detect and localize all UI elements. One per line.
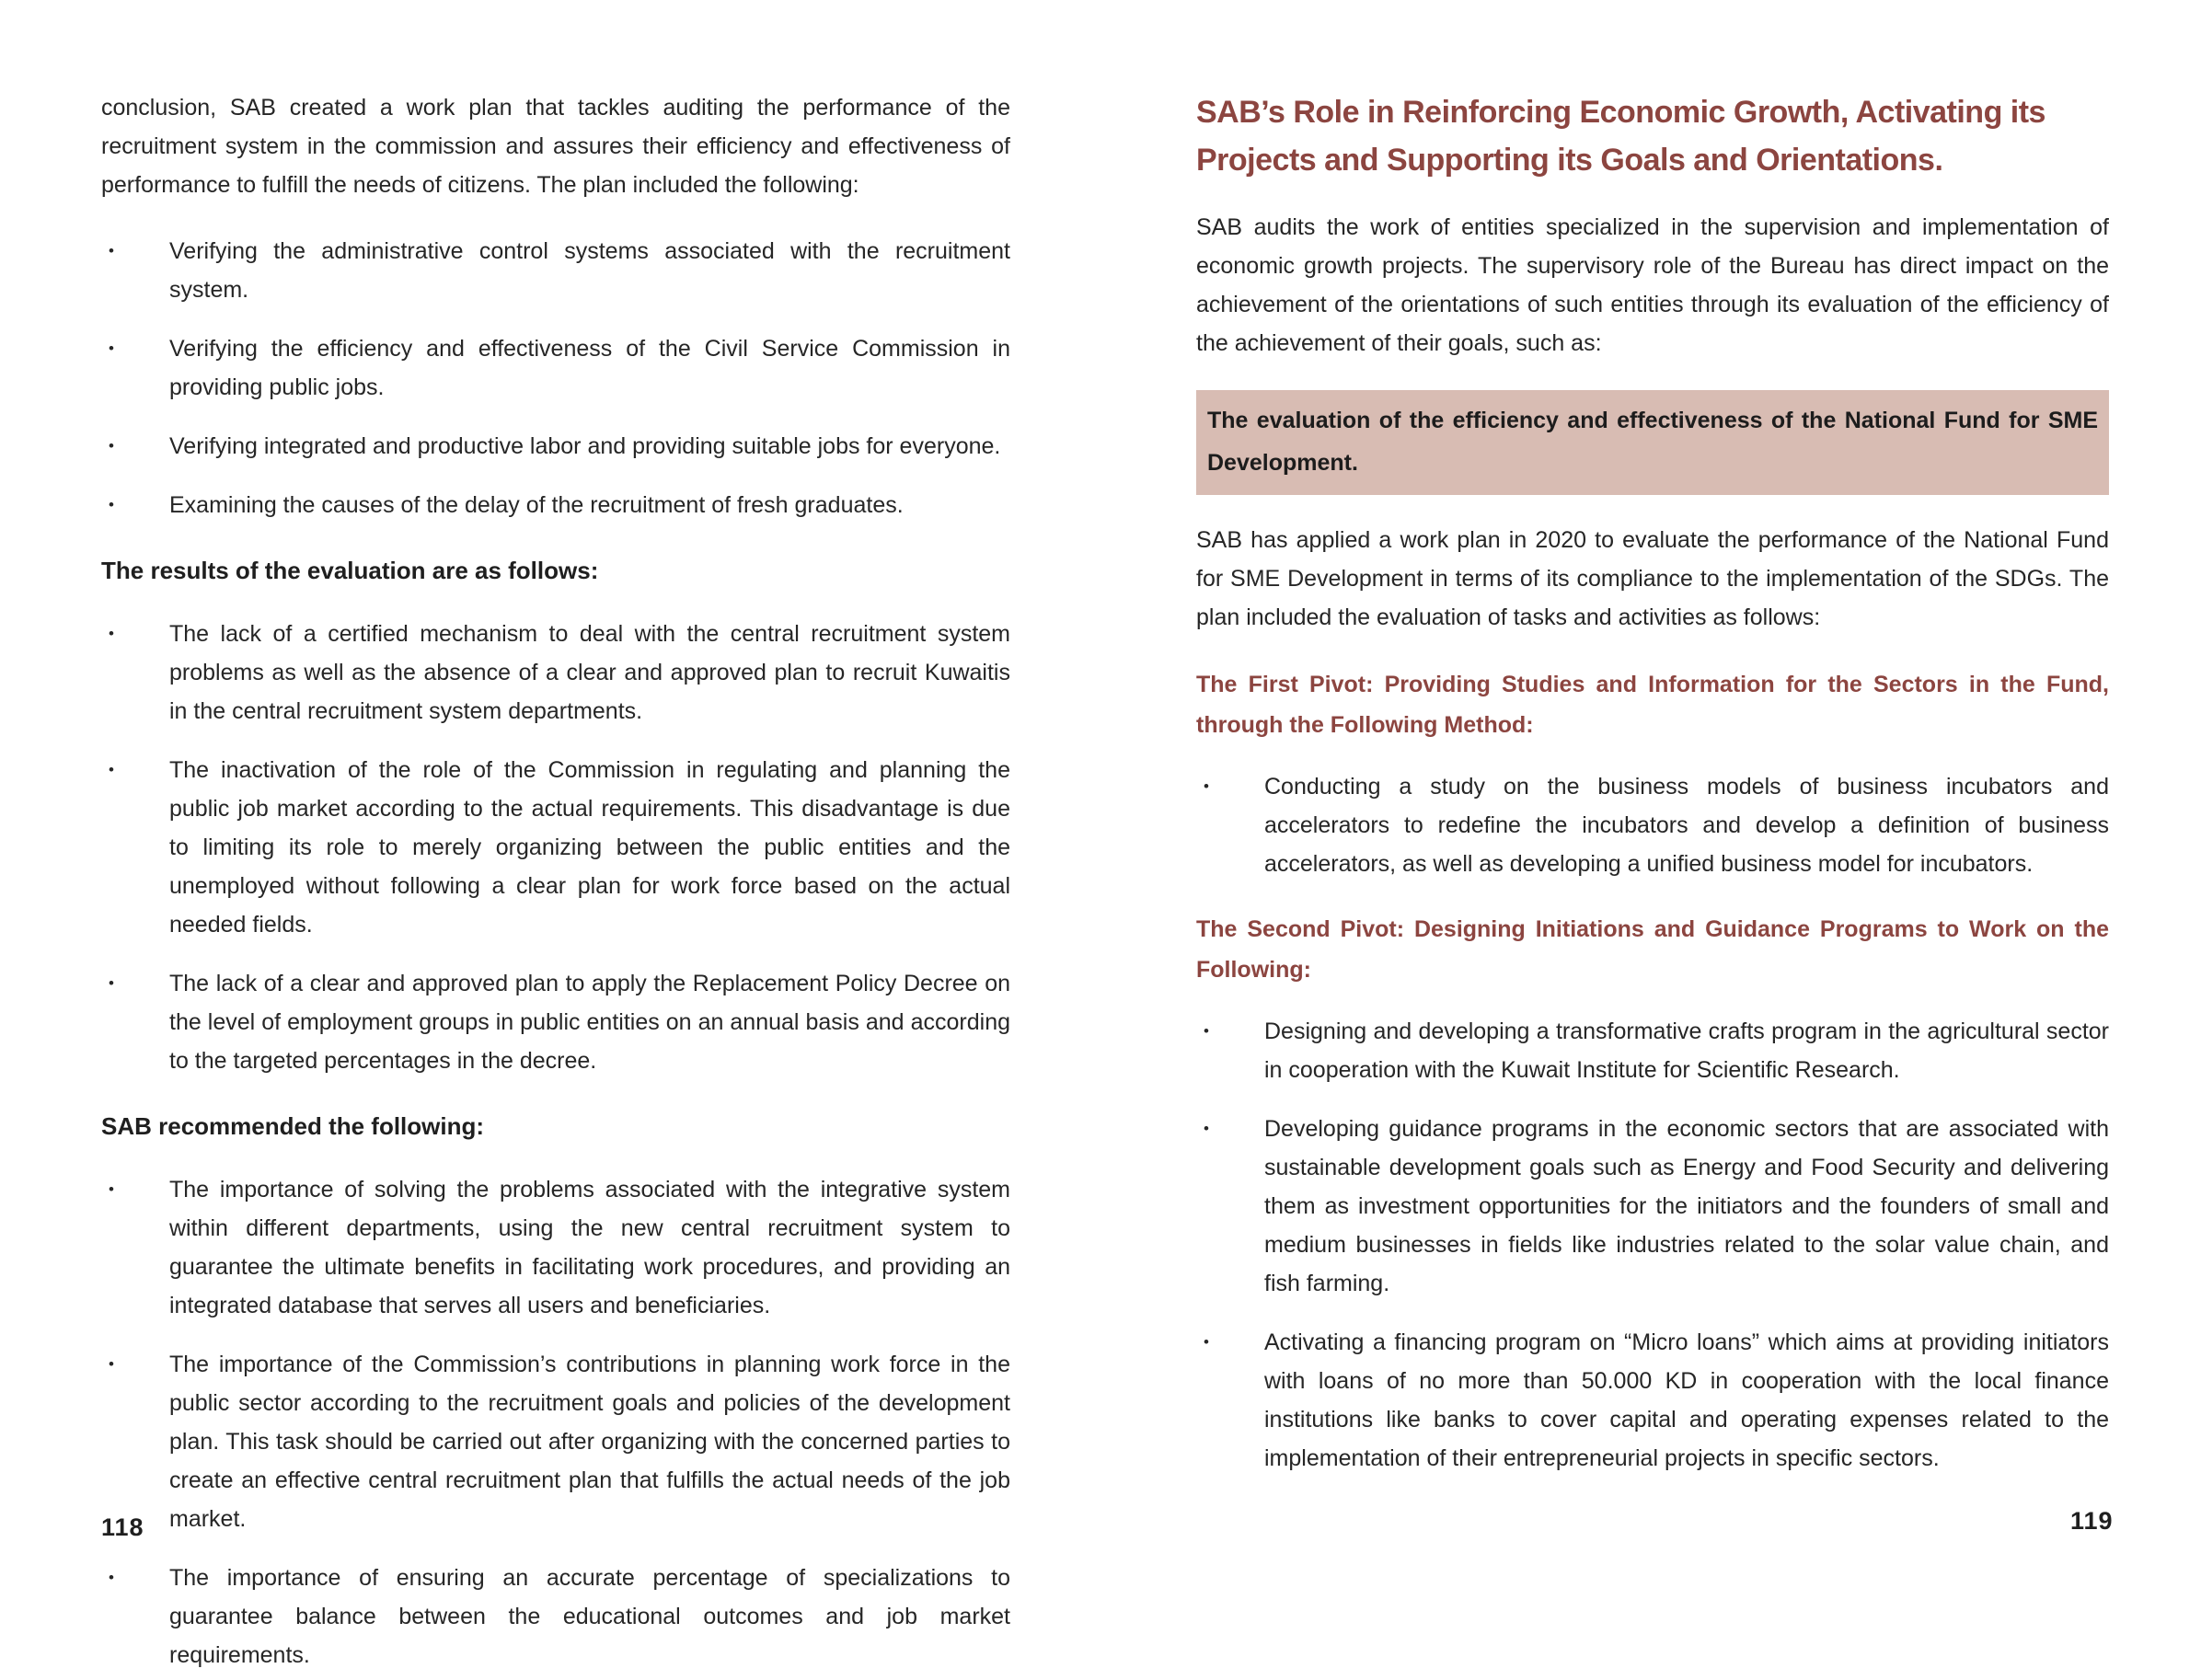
- second-pivot-bullet-list: [1196, 1012, 2109, 1478]
- results-heading: The results of the evaluation are as follows:: [101, 557, 599, 584]
- list-item: [101, 329, 1010, 407]
- bullet-text: Designing and developing a transformative crafts program in the agricultural sector in cooperation with the Kuwait Institute for Scientific Research.: [1264, 1018, 2109, 1083]
- bullet-text: Conducting a study on the business models of business incubators and accelerators to redefine the incubators and develop a definition of business accelerators, as well as developing a unified business model for incubators.: [1264, 774, 2109, 877]
- list-item: [101, 1559, 1010, 1674]
- second-pivot-heading: The Second Pivot: Designing Initiations and Guidance Programs to Work on the Following:: [1196, 916, 2109, 983]
- list-item: [101, 427, 1010, 466]
- list-item: [1196, 767, 2109, 883]
- bullet-icon: •: [109, 496, 114, 513]
- right-page: [1196, 88, 2109, 1483]
- list-item: [101, 1345, 1010, 1538]
- bullet-icon: •: [109, 437, 114, 455]
- intro-paragraph: SAB audits the work of entities specialized in the supervision and implementation of economic growth projects. The supervisory role of the Bureau has direct impact on the achievement of the orientations of such entities through its evaluation of the efficiency of the achievement of their goals, such as:: [1196, 214, 2109, 356]
- first-pivot-bullet-list: [1196, 767, 2109, 883]
- bullet-text: Verifying the efficiency and effectiveness of the Civil Service Commission in providing public jobs.: [169, 336, 1010, 400]
- first-pivot-heading: The First Pivot: Providing Studies and Information for the Sectors in the Fund, through the Following Method:: [1196, 672, 2109, 738]
- bullet-text: The importance of ensuring an accurate percentage of specializations to guarantee balance between the educational outcomes and job market requirements.: [169, 1565, 1010, 1668]
- list-item: [101, 486, 1010, 524]
- left-page: [101, 88, 1010, 1680]
- recommendations-heading: SAB recommended the following:: [101, 1112, 485, 1140]
- bullet-text: Verifying integrated and productive labor and providing suitable jobs for everyone.: [169, 433, 1001, 459]
- results-bullet-list: [101, 615, 1010, 1080]
- list-item: [101, 615, 1010, 731]
- plan-bullet-list: [101, 232, 1010, 524]
- list-item: [101, 232, 1010, 309]
- list-item: [1196, 1012, 2109, 1089]
- bullet-text: The inactivation of the role of the Commission in regulating and planning the public job market according to the actual requirements. This disadvantage is due to limiting its role to merely organizing between the public entities and the unemployed without following a clear plan for work force based on the actual needed fields.: [169, 757, 1010, 938]
- bullet-icon: •: [1204, 777, 1209, 795]
- bullet-text: Activating a financing program on “Micro loans” which aims at providing initiators with loans of no more than 50.000 KD in cooperation with the local finance institutions like banks to cover capital and operating expenses related to the implementation of their entrepreneurial projects in specific sectors.: [1264, 1329, 2109, 1471]
- page-number-left: 118: [101, 1513, 144, 1541]
- bullet-icon: •: [109, 242, 114, 259]
- highlight-box: The evaluation of the efficiency and effectiveness of the National Fund for SME Development.: [1196, 390, 2109, 495]
- bullet-icon: •: [109, 974, 114, 992]
- page-number-right: 119: [2070, 1507, 2114, 1535]
- bullet-text: Verifying the administrative control systems associated with the recruitment system.: [169, 238, 1010, 303]
- list-item: [101, 1170, 1010, 1325]
- bullet-icon: •: [109, 339, 114, 357]
- bullet-icon: •: [109, 625, 114, 642]
- bullet-icon: •: [109, 1180, 114, 1198]
- bullet-text: Developing guidance programs in the economic sectors that are associated with sustainable development goals such as Energy and Food Security and delivering them as investment opportunities for the initiators and the founders of small and medium businesses in fields like industries related to the solar value chain, and fish farming.: [1264, 1116, 2109, 1296]
- list-item: [1196, 1323, 2109, 1478]
- bullet-text: The lack of a clear and approved plan to apply the Replacement Policy Decree on the level of employment groups in public entities on an annual basis and according to the targeted percentages in the decree.: [169, 971, 1010, 1074]
- bullet-icon: •: [1204, 1120, 1209, 1137]
- bullet-text: The importance of the Commission’s contributions in planning work force in the public sector according to the recruitment goals and policies of the development plan. This task should be carried out after organizing with the concerned parties to create an effective central recruitment plan that fulfills the actual needs of the job market.: [169, 1352, 1010, 1532]
- bullet-text: Examining the causes of the delay of the recruitment of fresh graduates.: [169, 492, 904, 518]
- bullet-icon: •: [1204, 1022, 1209, 1040]
- intro-paragraph: conclusion, SAB created a work plan that tackles auditing the performance of the recruitment system in the commission and assures their efficiency and effectiveness of performance to fulfill the needs of citizens. The plan included the following:: [101, 95, 1010, 198]
- bullet-icon: •: [109, 761, 114, 778]
- list-item: [101, 964, 1010, 1080]
- bullet-icon: •: [109, 1569, 114, 1586]
- plan-paragraph: SAB has applied a work plan in 2020 to evaluate the performance of the National Fund for SME Development in terms of its compliance to the implementation of the SDGs. The plan included the evaluation of tasks and activities as follows:: [1196, 527, 2109, 630]
- recommendations-bullet-list: [101, 1170, 1010, 1674]
- bullet-text: The lack of a certified mechanism to deal with the central recruitment system problems as well as the absence of a clear and approved plan to recruit Kuwaitis in the central recruitment system departments.: [169, 621, 1010, 724]
- bullet-icon: •: [1204, 1333, 1209, 1351]
- list-item: [101, 751, 1010, 944]
- bullet-icon: •: [109, 1355, 114, 1373]
- page-title: SAB’s Role in Reinforcing Economic Growth, Activating its Projects and Supporting its Goals and Orientations.: [1196, 95, 2045, 178]
- bullet-text: The importance of solving the problems associated with the integrative system within different departments, using the new central recruitment system to guarantee the ultimate benefits in facilitating work procedures, and providing an integrated database that serves all users and beneficiaries.: [169, 1177, 1010, 1318]
- list-item: [1196, 1110, 2109, 1303]
